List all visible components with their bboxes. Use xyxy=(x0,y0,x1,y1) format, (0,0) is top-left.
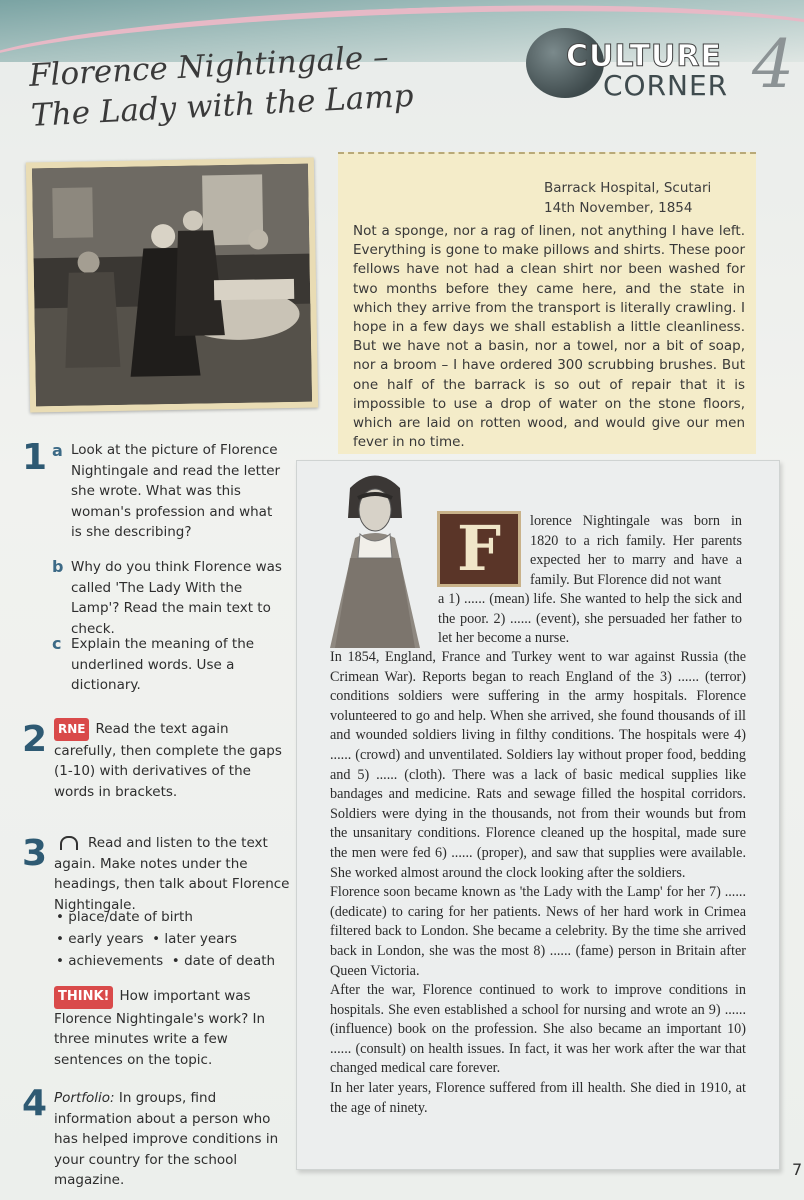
main-paragraph-5: In her later years, Florence suffered from ill health. She died in 1910, at the age of ninety. xyxy=(330,1080,746,1116)
task-3-block xyxy=(54,833,294,915)
task-2-number: 2 xyxy=(22,719,48,760)
letter-heading xyxy=(544,178,711,218)
letter-date: 14th November, 1854 xyxy=(544,200,693,216)
hospital-photo xyxy=(26,158,318,413)
main-paragraph-3: Florence soon became known as 'the Lady with the Lamp' for her 7) ...... (dedicate) to caring for her patients. News of her hard work in Crimea filtered back to London. She became a celebrity. By the time she arrived back in London, she was the most 8) ...... (fame) person in Britain after Queen Victoria. xyxy=(330,884,746,979)
florence-portrait-image xyxy=(320,468,430,648)
hospital-scene-image xyxy=(32,164,312,407)
think-block xyxy=(54,986,286,1070)
think-text: How important was Florence Nightingale's work? In three minutes write a few sentences on the topic. xyxy=(54,988,266,1068)
letter-body: Not a sponge, nor a rag of linen, not anything I have left. Everything is gone to make pillows and shirts. These poor fellows have not had a clean shirt nor been washed for two months before they came here, and the state in which they arrive from the transport is literally crawling. I hope in a few days we shall establish a little cleanliness. But we have not a basin, nor a towel, nor a bit of soap, nor a broom – I have ordered 300 scrubbing brushes. But one half of the barrack is so out of repair that it is impossible to use a drop of water on the stone floors, which are laid on rotten wood, and would give our men fever in no time. xyxy=(353,223,745,451)
task-1-number: 1 xyxy=(22,437,48,478)
rne-tag: RNE xyxy=(54,718,89,741)
main-paragraph-2: In 1854, England, France and Turkey went to war against Russia (the Crimean War). Reports began to reach England of the 3) ...... (terror) conditions soldiers were suffering in the army hospitals. Florence volunteered to go and help. When she arrived, she found thousands of ill and wounded soldiers living in filthy conditions. The hospitals were 4) ...... (crowd) and unventilated. Soldiers lay without proper food, bedding and 5) ...... (cloth). There was a lack of basic medical supplies like bandages and medicine. Rats and sewage filled the hospital corridors. Soldiers were dying in the thousands, not from their wounds but from the unsanitary conditions. Florence cleaned up the hospital, made sure the men were fed 6) ...... (proper), and saw that supplies were available. She worked almost around the clock looking after the soldiers. xyxy=(330,649,746,881)
main-paragraph-1b: a 1) ...... (mean) life. She wanted to help the sick and the poor. 2) ...... (event), she persuaded her father to let her become a nurse. xyxy=(438,591,742,647)
task-1c-letter: c xyxy=(52,634,62,653)
main-paragraph-1a: lorence Nightingale was born in 1820 to a rich family. Her parents expected her to marry and have a family. But Florence did not want xyxy=(530,513,742,588)
task-1a-text: Look at the picture of Florence Nightingale and read the letter she wrote. What was this woman's profession and what is she describing? xyxy=(71,442,281,540)
main-paragraph-4: After the war, Florence continued to work to improve conditions in hospitals. She even established a school for nursing and wrote an 9) ...... (influence) book on the profession. She also became an important 10) ...... (consult) on health issues. In fact, it was her work after the war that changed medical care forever. xyxy=(330,982,746,1077)
task-1c-text: Explain the meaning of the underlined words. Use a dictionary. xyxy=(71,636,255,693)
task-3-text: Read and listen to the text again. Make notes under the headings, then talk about Florence Nightingale. xyxy=(54,835,290,913)
bullet-list xyxy=(56,906,275,972)
task-2-text: Read the text again carefully, then complete the gaps (1-10) with derivatives of the words in brackets. xyxy=(54,721,282,800)
bullet-item: • achievements • date of death xyxy=(56,953,276,969)
letter-place: Barrack Hospital, Scutari xyxy=(544,180,712,196)
unit-number: 4 xyxy=(752,26,794,103)
bullet-item: • place/date of birth xyxy=(56,909,193,925)
headphones-icon xyxy=(60,836,78,850)
portfolio-label: Portfolio: xyxy=(54,1090,115,1106)
task-4-text: In groups, find information about a person who has helped improve conditions in your country for the school magazine. xyxy=(54,1090,279,1188)
task-1a-letter: a xyxy=(52,441,63,460)
badge-culture: CULTURE xyxy=(566,39,722,74)
task-1b-text: Why do you think Florence was called 'The Lady With the Lamp'? Read the main text to check. xyxy=(71,559,282,637)
main-paragraphs xyxy=(330,648,746,1118)
drop-cap: F xyxy=(437,511,521,587)
task-2-block xyxy=(54,718,286,802)
title-line-2: The Lady with the Lamp xyxy=(30,77,415,134)
think-tag: THINK! xyxy=(54,986,113,1009)
task-3-number: 3 xyxy=(22,833,48,874)
task-4-number: 4 xyxy=(22,1083,48,1124)
badge-corner: CORNER xyxy=(603,69,729,102)
title-line-1: Florence Nightingale – xyxy=(28,39,390,94)
bullet-item: • early years • later years xyxy=(56,931,238,947)
task-1b-letter: b xyxy=(52,557,64,576)
task-4-block xyxy=(54,1088,292,1191)
page-number: 7 xyxy=(792,1160,803,1179)
